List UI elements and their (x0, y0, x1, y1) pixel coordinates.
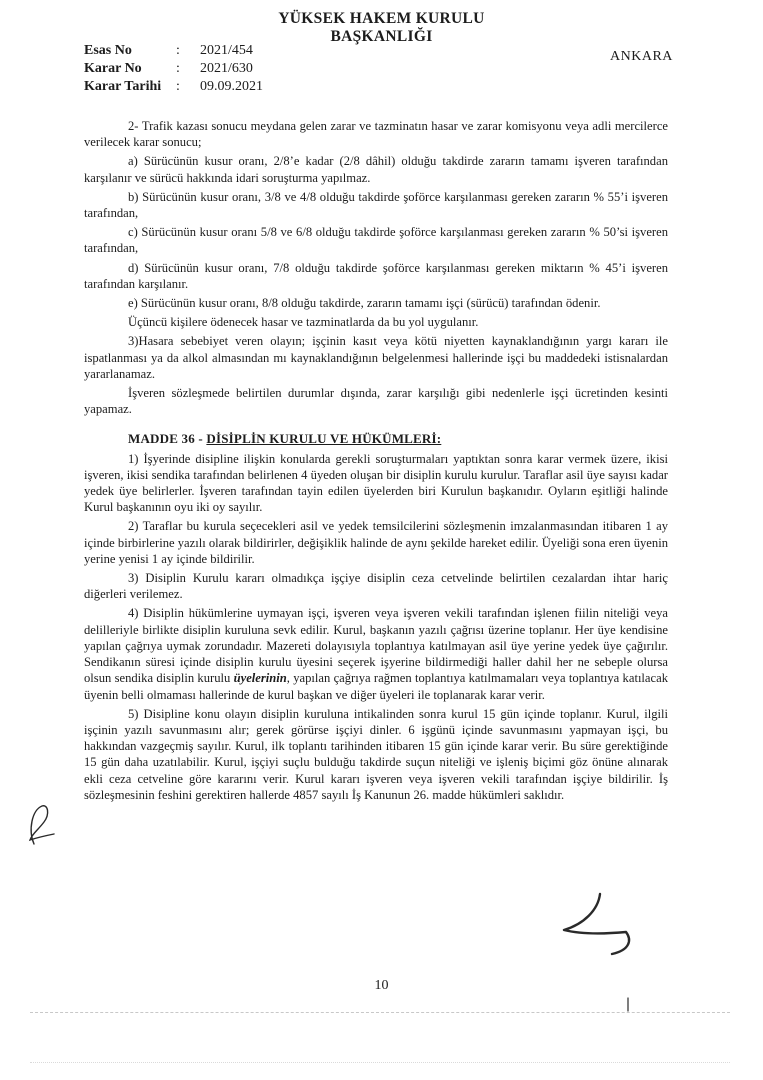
meta-label: Esas No (84, 43, 132, 58)
document-body (84, 118, 668, 806)
meta-label: Karar Tarihi (84, 79, 162, 94)
meta-row-esas: Esas No : 2021/454 (84, 43, 253, 58)
meta-row-karar-tarihi: Karar Tarihi : 09.09.2021 (84, 79, 263, 94)
meta-row-karar: Karar No : 2021/630 (84, 61, 253, 76)
case-metadata (84, 42, 263, 96)
article-heading (84, 431, 668, 447)
paragraph: İşveren sözleşmede belirtilen durumlar dışında, zarar karşılığı gibi nedenlerle işçi ücretinden kesinti yapamaz. (84, 386, 668, 417)
paragraph: 2- Trafik kazası sonucu meydana gelen zarar ve tazminatın hasar ve zarar komisyonu veya adli mercilerce verilecek karar sonucu; (84, 119, 668, 150)
paragraph: Üçüncü kişilere ödenecek hasar ve tazminatlarda da bu yol uygulanır. (128, 315, 479, 330)
paragraph: 3) Disiplin Kurulu kararı olmadıkça işçiye disiplin ceza cetvelinde belirtilen cezalardan ihtar hariç diğerleri verilemez. (84, 571, 668, 602)
paragraph: c) Sürücünün kusur oranı 5/8 ve 6/8 olduğu takdirde şoförce karşılanması gereken zararın % 50’si işveren tarafından, (84, 225, 668, 256)
paragraph: b) Sürücünün kusur oranı, 3/8 ve 4/8 olduğu takdirde şoförce karşılanması gereken zararın % 55’i işveren tarafından, (84, 189, 668, 221)
handwritten-signature (540, 890, 660, 960)
paragraph: d) Sürücünün kusur oranı, 7/8 olduğu takdirde şoförce karşılanması gereken miktarın % 45’i işveren tarafından karşılanır. (84, 260, 668, 291)
authority-office: BAŞKANLIĞI (330, 28, 433, 45)
paragraph: a) Sürücünün kusur oranı, 2/8’e kadar (2/8 dâhil) olduğu takdirde zararın tamamı işveren tarafından karşılanır ve sürücü hakkında idari soruşturma yapılmaz. (84, 154, 668, 185)
issuing-authority (0, 10, 763, 46)
paragraph: 4) Disiplin hükümlerine uymayan işçi, işveren veya işveren vekili tarafından işlenen fiilin niteliği veya delilleriyle birlikte disiplin kuruluna sevk edilir. Kurul, başkanın yazılı çağrısı üzerine toplanır. Her üye kendisine yapılan çağrıya uymak zorundadır. Mazereti dolayısıyla toplantıya katılmayan asil üye yerine yedek üye çağırılır. Sendikanın süresi içinde disiplin kurulu üyesini seçerek işyerine bildirmediği haller dahil her ne sebeple olursa olsun sendika disiplin kurulu üyelerinin, yapılan çağrıya rağmen toplantıya katılmamaları veya toplantıya katılacak üyenin belli olmaması hallerinde de kurul başkan ve diğer üyeleri ile toplanarak karar verir. (84, 606, 669, 702)
page-number: 10 (374, 978, 389, 993)
paragraph: 5) Disipline konu olayın disiplin kuruluna intikalinden sonra kurul 15 gün içinde toplanır. Kurul, ilgili işçinin yazılı savunmasını alır; gerek görürse işçiyi dinler. 6 işgünü içinde savunmasını yapmayan işçi, bu hakkından vazgeçmiş sayılır. Kurul, ilk toplantı tarihinden itibaren 15 gün içinde karar verir. Bu süre gerektiğinde 15 gün daha uzatılabilir. Kurul, işçiyi suçlu bulduğu takdirde suçun niteliği ve işleniş biçimi göz önüne alınarak ekli ceza cetveline göre kararını verir. Kurul kararı işveren veya işveren vekili tarafından işçiye bildirilir. İş sözleşmesinin feshini gerektiren hallerde 4857 sayılı İş Kanunun 26. madde hükümleri saklıdır. (84, 706, 668, 802)
meta-label: Karar No (84, 61, 142, 76)
paragraph: 3)Hasara sebebiyet veren olayın; işçinin kasıt veya kötü niyetten kaynaklandığının yargı kararı ile ispatlanması ya da alkol almasından mı kaynaklandığının belgelenmesi hallerinde işçi bu maddedeki istisnalardan yararlanamaz. (84, 334, 668, 381)
city-label: ANKARA (610, 49, 673, 64)
authority-name: YÜKSEK HAKEM KURULU (278, 10, 485, 27)
meta-value: 2021/454 (200, 43, 253, 58)
paragraph: 1) İşyerinde disipline ilişkin konularda gerekli soruşturmaları yaptıktan sonra karar vermek üzere, ikisi işveren, ikisi sendika tarafından belirlenen 4 üyeden oluşan bir disiplin kurulu kurulur. Taraflar asil üye sayısı kadar yedek üye belirlerler. İşveren tarafından tayin edilen üyelerden biri Kurulun başkanıdır. Oyların eşitliği halinde Kurul başkanının oyu iki oy sayılır. (84, 451, 668, 515)
meta-value: 09.09.2021 (200, 79, 263, 94)
paragraph: 2) Taraflar bu kurula seçecekleri asil ve yedek temsilcilerini sözleşmenin imzalanmasından itibaren 1 ay içinde birbirlerine yazılı olarak bildirirler, değişiklik halinde de aynı şekilde hareket edilir. Üyeliği sona eren üyenin yerine yenisi 1 ay içinde bildirilir. (84, 519, 668, 566)
scan-divider (30, 1062, 730, 1063)
paragraph: e) Sürücünün kusur oranı, 8/8 olduğu takdirde, zararın tamamı işçi (sürücü) tarafından ödenir. (128, 296, 601, 311)
article-title: DİSİPLİN KURULU VE HÜKÜMLERİ: (206, 431, 442, 447)
meta-value: 2021/630 (200, 61, 253, 76)
scan-divider (30, 1012, 730, 1013)
emphasized-word: üyelerinin (233, 671, 287, 686)
handwritten-initial (22, 800, 62, 850)
article-number: MADDE 36 - (128, 431, 207, 447)
